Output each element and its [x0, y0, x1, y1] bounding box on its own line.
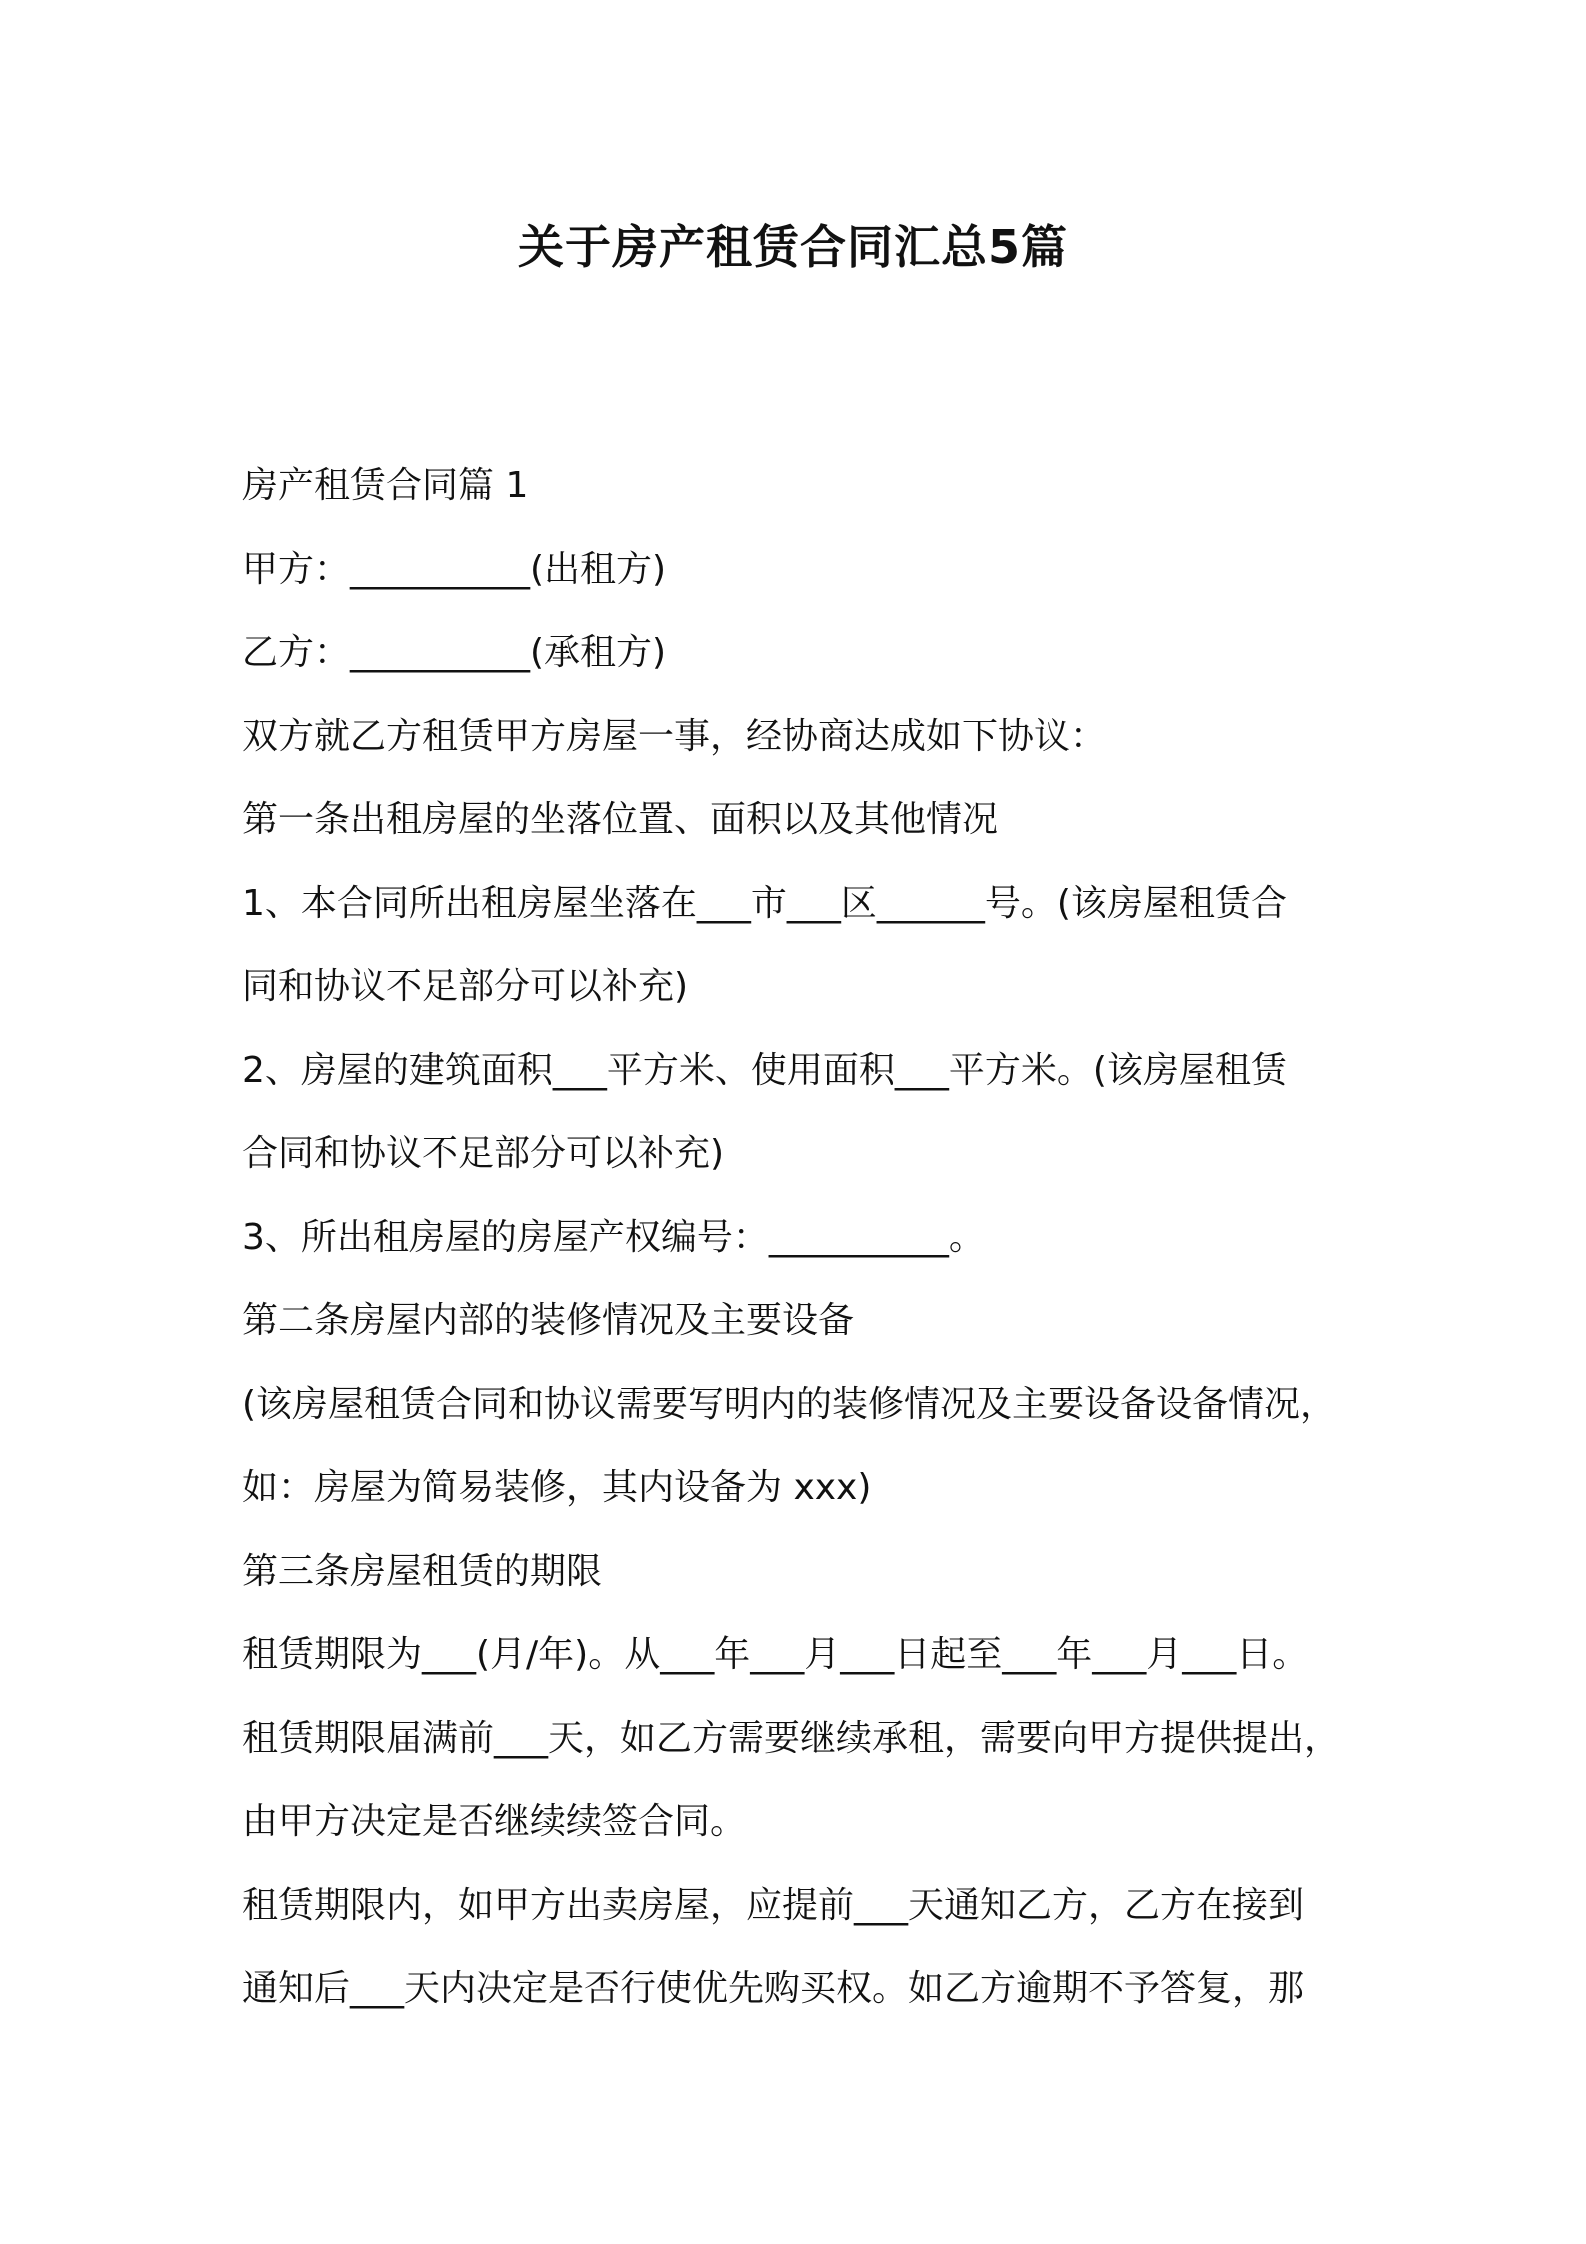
sale-notice-line: 租赁期限内，如甲方出卖房屋，应提前___天通知乙方，乙方在接到: [242, 1884, 1305, 1926]
party-a-line: 甲方：__________(出租方): [242, 548, 667, 590]
article-1-heading: 第一条出租房屋的坐落位置、面积以及其他情况: [242, 799, 999, 840]
lease-renewal-cont: 由甲方决定是否继续续签合同。: [242, 1801, 747, 1842]
article-1-item-1: 1、本合同所出租房屋坐落在___市___区______号。(该房屋租赁合: [242, 882, 1287, 924]
article-2-note-cont: 如：房屋为简易装修，其内设备为 xxx): [242, 1467, 872, 1508]
article-1-item-2-cont: 合同和协议不足部分可以补充): [242, 1133, 725, 1174]
lease-renewal-line: 租赁期限届满前___天，如乙方需要继续承租，需要向甲方提供提出，: [242, 1717, 1341, 1759]
document-title: 关于房产租赁合同汇总5篇: [517, 220, 1068, 274]
article-1-item-2: 2、房屋的建筑面积___平方米、使用面积___平方米。(该房屋租赁: [242, 1049, 1287, 1091]
lease-term-line: 租赁期限为___(月/年)。从___年___月___日起至___年___月___日。: [242, 1634, 1309, 1675]
agreement-intro: 双方就乙方租赁甲方房屋一事，经协商达成如下协议：: [242, 715, 1107, 757]
section-heading-contract-1: 房产租赁合同篇 1: [242, 465, 529, 506]
sale-notice-cont: 通知后___天内决定是否行使优先购买权。如乙方逾期不予答复，那: [242, 1968, 1305, 2009]
article-2-heading: 第二条房屋内部的装修情况及主要设备: [242, 1300, 855, 1341]
article-1-item-1-cont: 同和协议不足部分可以补充): [242, 966, 689, 1007]
article-3-heading: 第三条房屋租赁的期限: [242, 1550, 603, 1592]
party-b-line: 乙方：__________(承租方): [242, 632, 667, 673]
article-1-item-3: 3、所出租房屋的房屋产权编号：__________。: [242, 1216, 985, 1258]
document-body: [242, 444, 1372, 2031]
article-2-note: (该房屋租赁合同和协议需要写明内的装修情况及主要设备设备情况，: [242, 1383, 1337, 1425]
